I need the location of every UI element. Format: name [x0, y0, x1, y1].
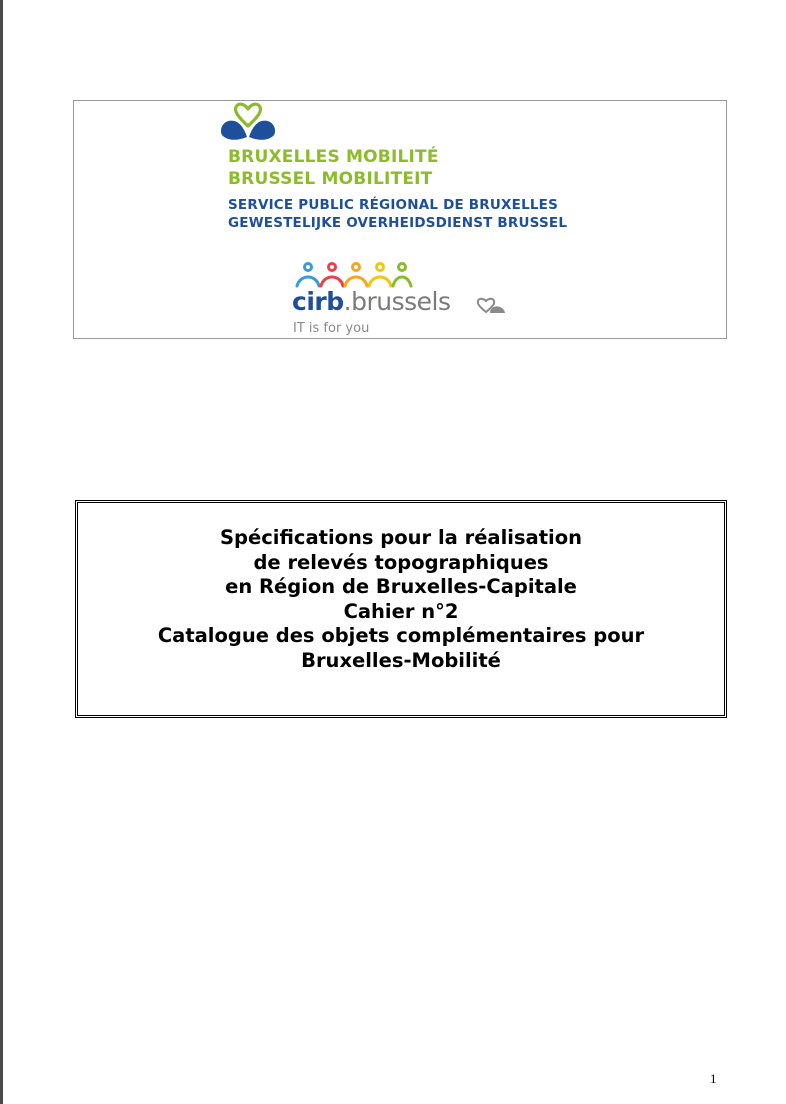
cirb-logo-wordmark: [292, 287, 450, 317]
title-line-1: Spécifications pour la réalisation: [219, 526, 583, 549]
document-page: [3, 0, 786, 1104]
bruxelles-mobilite-service-fr: SERVICE PUBLIC RÉGIONAL DE BRUXELLES: [228, 197, 559, 213]
cirb-tagline: IT is for you: [293, 321, 370, 336]
cirb-wordmark-part1: cirb: [292, 287, 344, 316]
cirb-wordmark-part2: .brussels: [343, 287, 451, 316]
logo-header-box: [73, 100, 727, 339]
page-number: 1: [710, 1071, 717, 1086]
title-line-4: Cahier n°2: [343, 599, 459, 623]
bruxelles-mobilite-name-fr: BRUXELLES MOBILITÉ: [228, 147, 439, 167]
document-title-box: [75, 500, 727, 718]
cirb-people-icon: [294, 262, 414, 288]
bruxelles-mobilite-name-nl: BRUSSEL MOBILITEIT: [228, 169, 433, 189]
title-line-6: Bruxelles-Mobilité: [301, 648, 501, 672]
cirb-heart-icon: [472, 295, 508, 315]
bruxelles-mobilite-service-nl: GEWESTELIJKE OVERHEIDSDIENST BRUSSEL: [228, 215, 568, 231]
bruxelles-mobilite-logo-mark: [217, 101, 279, 143]
title-line-2: de relevés topographiques: [253, 550, 549, 574]
title-line-5: Catalogue des objets complémentaires pour: [157, 624, 645, 647]
title-line-3: en Région de Bruxelles-Capitale: [225, 575, 577, 598]
